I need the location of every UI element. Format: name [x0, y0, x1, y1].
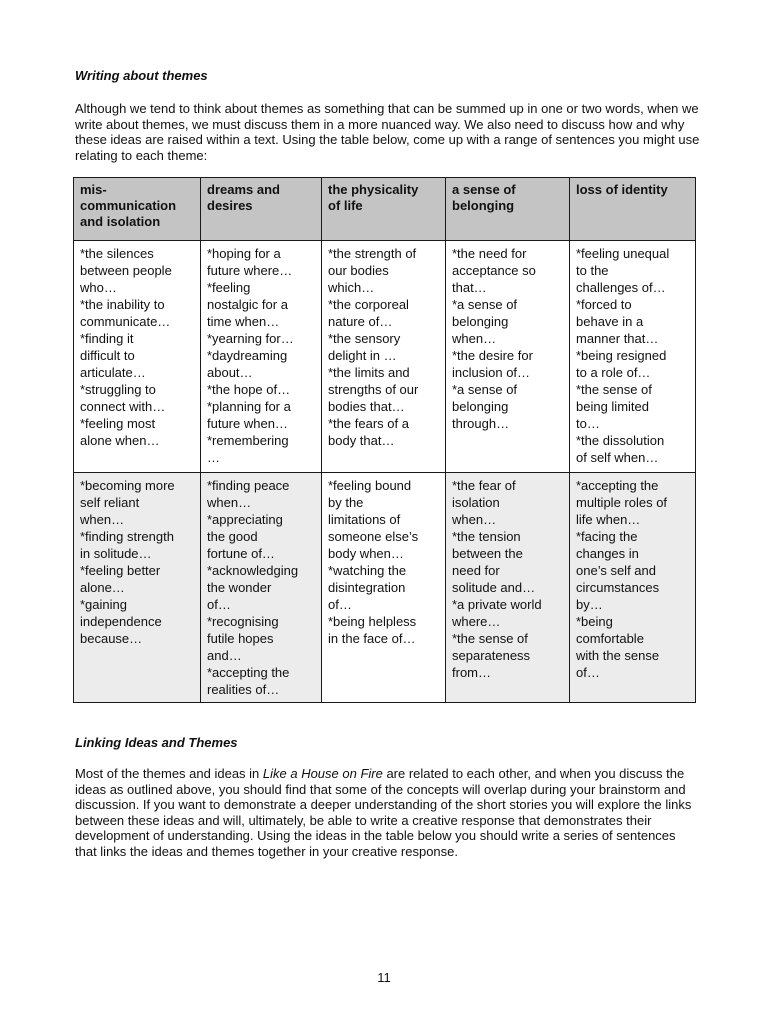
header-miscommunication-and-isolation: mis- communication and isolation	[74, 178, 201, 241]
section-heading-writing-about-themes: Writing about themes	[75, 68, 208, 83]
table-cell: *finding peace when… *appreciating the good fortune of… *acknowledging the wonder of… *recognising futile hopes and… *accepting the realities of…	[201, 473, 322, 703]
header-dreams-and-desires: dreams and desires	[201, 178, 322, 241]
table-header-row	[74, 178, 696, 241]
table-cell: *accepting the multiple roles of life when… *facing the changes in one’s self and circumstances by… *being comfortable with the sense of…	[570, 473, 696, 703]
linking-paragraph-end: are related to each other, and when you discuss the ideas as outlined above, you should find that some of the concepts will overlap during your brainstorm and discussion. If you want to demonstrate a deeper understanding of the short stories you will explore the links between these ideas and will, ultimately, be able to write a creative response that demonstrates their development of understanding. Using the ideas in the table below you should write a series of sentences that links the ideas and themes together in your creative response.	[75, 766, 692, 859]
table-cell: *the silences between people who… *the inability to communicate… *finding it difficult to articulate… *struggling to connect with… *feeling most alone when…	[74, 241, 201, 473]
table-row	[74, 241, 696, 473]
linking-paragraph	[75, 766, 700, 860]
section-heading-linking-ideas: Linking Ideas and Themes	[75, 735, 238, 750]
table-cell: *feeling unequal to the challenges of… *forced to behave in a manner that… *being resigned to a role of… *the sense of being limited to… *the dissolution of self when…	[570, 241, 696, 473]
header-sense-of-belonging: a sense of belonging	[446, 178, 570, 241]
table-cell: *the need for acceptance so that… *a sense of belonging when… *the desire for inclusion of… *a sense of belonging through…	[446, 241, 570, 473]
themes-table	[73, 177, 696, 703]
table-cell: *the fear of isolation when… *the tension between the need for solitude and… *a private world where… *the sense of separateness from…	[446, 473, 570, 703]
table-cell: *hoping for a future where… *feeling nostalgic for a time when… *yearning for… *daydreaming about… *the hope of… *planning for a future when… *remembering …	[201, 241, 322, 473]
header-loss-of-identity: loss of identity	[570, 178, 696, 241]
intro-paragraph: Although we tend to think about themes as something that can be summed up in one or two words, when we write about themes, we must discuss them in a more nuanced way. We also need to discuss how and why these ideas are raised within a text. Using the table below, come up with a range of sentences you might use relating to each theme:	[75, 101, 700, 163]
table-row	[74, 473, 696, 703]
page-number: 11	[377, 970, 391, 985]
table-cell: *feeling bound by the limitations of someone else’s body when… *watching the disintegration of… *being helpless in the face of…	[322, 473, 446, 703]
table-cell: *becoming more self reliant when… *finding strength in solitude… *feeling better alone… *gaining independence because…	[74, 473, 201, 703]
book-title: Like a House on Fire	[262, 766, 383, 781]
table-cell: *the strength of our bodies which… *the corporeal nature of… *the sensory delight in … *the limits and strengths of our bodies that… *the fears of a body that…	[322, 241, 446, 473]
header-physicality-of-life: the physicality of life	[322, 178, 446, 241]
linking-paragraph-start: Most of the themes and ideas in	[75, 766, 263, 781]
